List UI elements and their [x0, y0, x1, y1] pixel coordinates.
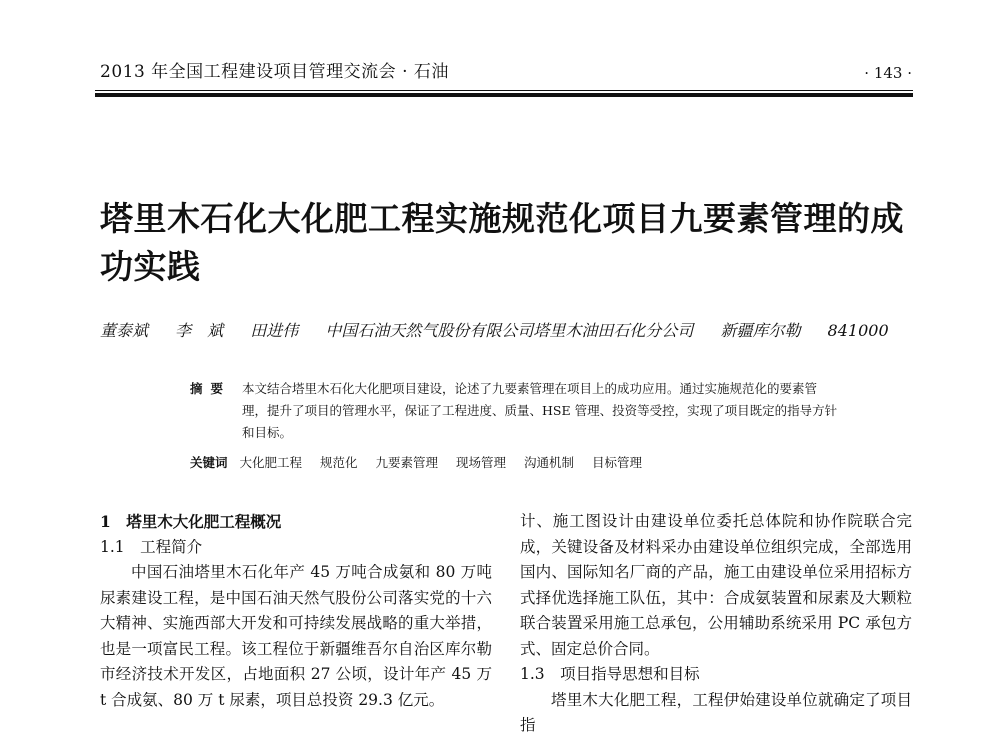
affiliation: 中国石油天然气股份有限公司塔里木油田石化分公司	[325, 321, 694, 340]
body-paragraph: 计、施工图设计由建设单位委托总体院和协作院联合完成，关键设备及材料采办由建设单位组织完成，全部选用国内、国际知名厂商的产品，施工由建设单位采用招标方式择优选择施工队伍，其中：合成氨装置和尿素及大颗粒联合装置采用施工总承包，公用辅助系统采用 PC 承包方式、固定总价合同。	[520, 512, 912, 658]
running-header	[100, 60, 912, 84]
abstract-block	[190, 378, 840, 444]
keyword: 沟通机制	[524, 455, 575, 470]
keywords-block	[190, 452, 840, 474]
left-column	[100, 509, 492, 713]
subsection-heading: 1.3 项目指导思想和目标	[520, 665, 700, 683]
body-paragraph: 塔里木大化肥工程，工程伊始建设单位就确定了项目指	[520, 690, 912, 734]
keyword: 目标管理	[592, 455, 643, 470]
paper-title: 塔里木石化大化肥工程实施规范化项目九要素管理的成功实践	[100, 199, 904, 286]
keyword: 现场管理	[456, 455, 507, 470]
conference-name: 2013 年全国工程建设项目管理交流会 · 石油	[100, 62, 449, 82]
header-rule-thick	[95, 93, 913, 97]
abstract-label: 摘要	[190, 381, 232, 396]
keyword: 规范化	[320, 455, 358, 470]
keyword: 大化肥工程	[239, 455, 303, 470]
section-heading: 1 塔里木大化肥工程概况	[100, 512, 282, 531]
author-name: 李 斌	[175, 321, 224, 340]
body-paragraph: 中国石油塔里木石化年产 45 万吨合成氨和 80 万吨尿素建设工程，是中国石油天然气股份公司落实党的十六大精神、实施西部大开发和可持续发展战略的重大举措，也是一项富民工程。该工程位于新疆维吾尔自治区库尔勒市经济技术开发区，占地面积 27 公顷，设计年产 45 万 t 合成氨、80 万 t 尿素，项目总投资 29.3 亿元。	[100, 563, 492, 709]
subsection-heading: 1.1 工程简介	[100, 537, 203, 556]
location: 新疆库尔勒	[720, 321, 801, 340]
right-column	[520, 509, 912, 739]
keywords-label: 关键词	[190, 455, 228, 470]
author-name: 董泰斌	[100, 321, 149, 340]
keyword: 九要素管理	[375, 455, 439, 470]
page-number: · 143 ·	[864, 64, 912, 82]
author-name: 田进伟	[250, 321, 299, 340]
header-rule-thin	[95, 90, 913, 91]
author-line	[100, 320, 920, 342]
postcode: 841000	[827, 321, 889, 340]
abstract-text: 本文结合塔里木石化大化肥项目建设，论述了九要素管理在项目上的成功应用。通过实施规范化的要素管理，提升了项目的管理水平，保证了工程进度、质量、HSE 管理、投资等受控，实现了项目既定的指导方针和目标。	[242, 381, 838, 440]
